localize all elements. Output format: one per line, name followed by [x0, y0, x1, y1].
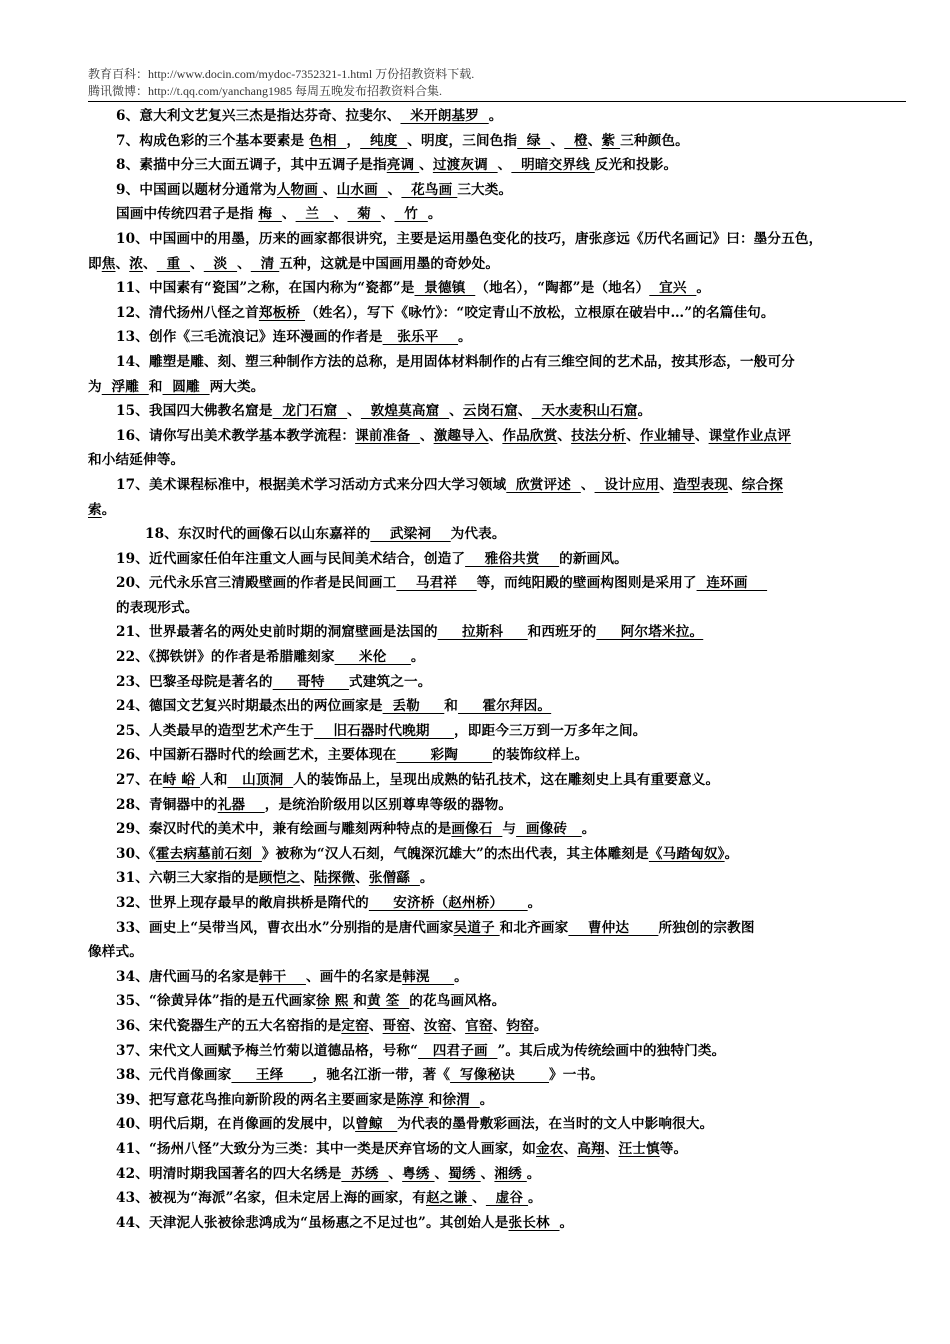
- answer-text: 山顶洞: [227, 772, 294, 789]
- question-line: [88, 743, 908, 768]
- question-text: 。: [581, 821, 596, 838]
- answer-text: 旧石器时代晚期: [313, 722, 455, 739]
- answer-text: 张乐平: [382, 329, 459, 346]
- question-line: [88, 399, 908, 424]
- question-text: 25、人类最早的造型艺术产生于: [116, 722, 314, 739]
- answer-text: 蜀绣: [448, 1165, 481, 1182]
- question-text: 22、《掷铁饼》的作者是希腊雕刻家: [116, 649, 335, 666]
- question-text: 、: [492, 1017, 507, 1034]
- question-text: 18、东汉时代的画像石以山东嘉祥的: [145, 526, 371, 543]
- question-line: [88, 227, 908, 252]
- question-line: [88, 1186, 908, 1211]
- answer-text: 陆探微: [313, 870, 356, 887]
- question-line: [88, 522, 908, 547]
- question-text: 和: [148, 378, 163, 395]
- answer-text: 梅: [258, 206, 282, 223]
- answer-text: 霍去病墓前石刻: [155, 845, 262, 862]
- question-text: 。: [528, 1190, 542, 1207]
- question-text: 35、“徐黄异体”指的是五代画家: [116, 993, 317, 1010]
- question-text: 三种颜色。: [620, 132, 689, 149]
- question-text: 、: [237, 255, 251, 272]
- question-line: [88, 153, 908, 178]
- answer-text: 张长林: [508, 1214, 560, 1231]
- answer-text: 金农: [535, 1140, 564, 1157]
- question-text: 24、德国文艺复兴时期最杰出的两位画家是: [116, 698, 383, 715]
- question-text: 。: [559, 1214, 574, 1231]
- question-text: 》一书。: [549, 1067, 604, 1084]
- answer-text: 技法分析: [571, 427, 627, 444]
- page-header: [88, 66, 906, 100]
- question-text: 、: [333, 206, 348, 223]
- question-text: 。: [526, 1165, 541, 1182]
- question-text: 的花鸟画风格。: [409, 993, 506, 1010]
- question-text: 、: [659, 476, 674, 493]
- answer-text: 汪士慎: [618, 1140, 660, 1157]
- question-text: 、明度，三间色指: [407, 132, 518, 149]
- question-line: [88, 252, 908, 277]
- question-text: 28、青铜器中的: [116, 796, 218, 813]
- answer-text: 曾鲸: [355, 1116, 398, 1133]
- answer-text: 激趣导入: [433, 427, 489, 444]
- question-text: 17、美术课程标准中，根据美术学习活动方式来分四大学习领域: [116, 476, 507, 493]
- question-text: 、: [472, 1190, 486, 1207]
- header-divider: [88, 101, 906, 102]
- answer-text: 曹仲达: [568, 919, 659, 936]
- question-text: 21、世界最著名的两处史前时期的洞窟壁画是法国的: [116, 624, 438, 641]
- answer-text: 韩干: [258, 968, 306, 985]
- question-text: 反光和投影。: [594, 157, 678, 174]
- question-text: 与: [502, 821, 517, 838]
- answer-text: 浓: [129, 255, 143, 272]
- question-text: 。: [488, 108, 503, 124]
- answer-text: 天水麦积山石窟: [531, 403, 638, 420]
- question-text: 10、中国画中的用墨，历来的画家都很讲究，主要是运用墨色变化的技巧，唐张彦远《历代名画记》曰：墨分五色，: [116, 230, 823, 247]
- question-text: 、: [143, 255, 157, 272]
- question-text: 为代表。: [450, 526, 506, 543]
- question-text: 三大类。: [457, 181, 513, 198]
- question-text: 。: [637, 403, 652, 420]
- answer-text: 雅俗共赏: [465, 550, 560, 567]
- answer-text: 云岗石窟: [462, 403, 518, 420]
- answer-text: 峙 峪: [162, 772, 200, 789]
- question-text: 像样式。: [88, 944, 143, 961]
- answer-text: 郑板桥: [258, 304, 306, 321]
- question-text: 、: [626, 427, 640, 444]
- question-text: 37、宋代文人画赋予梅兰竹菊以道德品格，号称“: [116, 1042, 419, 1059]
- question-line: [88, 129, 908, 154]
- question-line: [88, 940, 908, 965]
- answer-text: 钧窑: [506, 1017, 534, 1034]
- answer-text: 安济桥（赵州桥）: [368, 895, 528, 911]
- question-line: [88, 965, 908, 990]
- question-text: 、: [322, 181, 337, 198]
- answer-text: 苏绣: [341, 1165, 389, 1182]
- answer-text: 画像砖: [516, 821, 582, 838]
- question-text: 。: [101, 501, 116, 518]
- question-line: [88, 1063, 908, 1088]
- answer-text: 山水画: [336, 181, 388, 198]
- question-text: 式建筑之一。: [348, 673, 432, 690]
- answer-text: 重: [156, 255, 191, 272]
- question-text: 和西班牙的: [527, 624, 597, 641]
- question-text: 、: [563, 1140, 578, 1157]
- question-text: 五种，这就是中国画用墨的奇妙处。: [279, 255, 500, 272]
- answer-text: 欣赏评述: [506, 476, 581, 493]
- question-text: 和: [428, 1091, 443, 1108]
- answer-text: 过渡灰调: [432, 157, 498, 174]
- answer-text: 吴道子: [453, 919, 500, 936]
- question-text: 。: [527, 895, 542, 911]
- answer-text: 连环画: [696, 575, 768, 592]
- question-text: 的表现形式。: [116, 599, 199, 616]
- question-line: [88, 104, 908, 129]
- question-line: [88, 276, 908, 301]
- question-line: [88, 1112, 908, 1137]
- question-line: [88, 596, 908, 621]
- question-line: [88, 768, 908, 793]
- question-line: [88, 350, 908, 375]
- question-text: 、: [587, 132, 602, 149]
- question-text: 31、六朝三大家指的是: [116, 870, 259, 887]
- answer-text: 菊: [347, 206, 381, 223]
- answer-text: 徐 熙: [316, 993, 354, 1010]
- question-text: 16、请你写出美术教学基本教学流程：: [116, 427, 356, 444]
- question-text: 人的装饰品上，呈现出成熟的钻孔技术，这在雕刻史上具有重要意义。: [293, 772, 720, 789]
- question-text: 、: [451, 1017, 466, 1034]
- question-line: [88, 1211, 908, 1236]
- answer-text: 人物画: [276, 181, 323, 198]
- question-text: 14、雕塑是雕、刻、塑三种制作方法的总称，是用固体材料制作的占有三维空间的艺术品，按其形态，一般可分: [116, 353, 795, 370]
- question-text: 、: [488, 427, 503, 444]
- question-text: 、: [497, 157, 512, 174]
- question-text: 、: [387, 181, 402, 198]
- question-text: 42、明清时期我国著名的四大名绣是: [116, 1165, 342, 1182]
- question-line: [88, 866, 908, 891]
- question-text: 、: [380, 206, 395, 223]
- question-line: [88, 473, 908, 498]
- question-text: 和小结延伸等。: [88, 452, 185, 469]
- question-line: [88, 375, 908, 400]
- question-text: 。: [479, 1091, 494, 1108]
- answer-text: 写像秘诀: [450, 1067, 549, 1084]
- question-text: 36、宋代瓷器生产的五大名窑指的是: [116, 1017, 342, 1034]
- question-text: 19、近代画家任伯年注重文人画与民间美术结合，创造了: [116, 550, 466, 567]
- answer-text: 礼器: [217, 796, 265, 813]
- question-text: 、: [388, 1165, 403, 1182]
- question-text: 、: [480, 1165, 495, 1182]
- question-text: 为代表的墨骨敷彩画法，在当时的文人中影响很大。: [397, 1116, 714, 1133]
- question-text: 43、被视为“海派”名家，但未定居上海的画家，有: [116, 1190, 427, 1207]
- question-text: 23、巴黎圣母院是著名的: [116, 673, 273, 690]
- question-text: 的新画风。: [559, 550, 628, 567]
- question-text: 、: [281, 206, 296, 223]
- question-text: 、: [517, 403, 532, 420]
- question-text: 、: [410, 1017, 424, 1034]
- question-text: 。: [696, 280, 711, 297]
- question-text: 、: [300, 870, 314, 887]
- answer-text: 马君祥: [396, 575, 477, 592]
- question-text: 、: [580, 476, 595, 493]
- question-line: [88, 178, 908, 203]
- answer-text: 拉斯科: [437, 624, 528, 641]
- question-text: 15、我国四大佛教名窟是: [116, 403, 273, 420]
- question-text: 、: [347, 403, 361, 420]
- question-text: 、: [434, 1165, 449, 1182]
- question-text: 。: [419, 870, 434, 887]
- answer-text: 亮调: [386, 157, 420, 174]
- question-text: 6、意大利文艺复兴三杰是指达芬奇、拉斐尔、: [116, 108, 401, 124]
- question-line: [88, 498, 908, 523]
- question-text: ”。其后成为传统绘画中的独特门类。: [497, 1042, 726, 1059]
- question-text: 11、中国素有“瓷国”之称，在国内称为“瓷都”是: [116, 280, 415, 297]
- answer-text: 米开朗基罗: [400, 108, 489, 124]
- question-text: 等。: [659, 1140, 688, 1157]
- answer-text: 哥特: [272, 673, 349, 690]
- answer-text: 徐渭: [442, 1091, 480, 1108]
- answer-text: 龙门石窟: [272, 403, 348, 420]
- answer-text: 竹: [394, 206, 428, 223]
- answer-text: 彩陶: [396, 747, 493, 764]
- answer-text: 张僧繇: [368, 870, 420, 887]
- question-text: 等，而纯阳殿的壁画构图则是采用了: [476, 575, 697, 592]
- question-text: 。: [427, 206, 442, 223]
- question-line: [88, 989, 908, 1014]
- question-text: 人和: [199, 772, 228, 789]
- answer-text: 丢勒: [382, 698, 445, 715]
- answer-text: 宜兴: [649, 280, 697, 297]
- answer-text: 画像石: [451, 821, 503, 838]
- question-text: 和北齐画家: [499, 919, 569, 936]
- question-text: 和: [353, 993, 368, 1010]
- question-text: 34、唐代画马的名家是: [116, 968, 259, 985]
- question-text: 。: [410, 649, 425, 666]
- question-line: [88, 817, 908, 842]
- question-line: [88, 1137, 908, 1162]
- question-text: 27、在: [116, 772, 163, 789]
- question-line: [88, 670, 908, 695]
- answer-text: 哥窑: [382, 1017, 411, 1034]
- question-text: 。: [533, 1017, 548, 1034]
- answer-text: 景德镇: [414, 280, 476, 297]
- answer-text: 浮雕: [101, 378, 149, 395]
- answer-text: 造型表现: [673, 476, 729, 493]
- answer-text: 焦: [101, 255, 116, 272]
- question-line: [88, 891, 908, 916]
- answer-text: 定窑: [341, 1017, 369, 1034]
- question-text: 。: [458, 329, 472, 346]
- question-text: 即: [88, 255, 102, 272]
- question-text: 两大类。: [209, 378, 265, 395]
- question-text: 、: [419, 427, 434, 444]
- question-line: [88, 547, 908, 572]
- question-line: [88, 842, 908, 867]
- question-line: [88, 301, 908, 326]
- answer-text: 高翔: [577, 1140, 605, 1157]
- question-text: 40、明代后期，在肖像画的发展中，以: [116, 1116, 356, 1133]
- answer-text: 综合探: [741, 476, 784, 493]
- answer-text: 赵之谦: [426, 1190, 473, 1207]
- question-text: 、: [419, 157, 433, 174]
- question-text: （姓名），写下《咏竹》：“咬定青山不放松，立根原在破岩中…”的名篇佳句。: [305, 304, 775, 321]
- question-text: 国画中传统四君子是指: [116, 206, 259, 223]
- question-text: 为: [88, 378, 102, 395]
- question-line: [88, 1162, 908, 1187]
- question-text: 8、素描中分三大面五调子，其中五调子是指: [116, 157, 387, 174]
- question-text: 、: [694, 427, 709, 444]
- question-text: 、: [604, 1140, 619, 1157]
- answer-text: 绿: [517, 132, 551, 149]
- answer-text: 明暗交界线: [511, 157, 595, 174]
- question-text: 9、中国画以题材分通常为: [116, 181, 277, 198]
- question-text: 30、《: [116, 845, 156, 862]
- answer-text: 虚谷: [485, 1190, 529, 1207]
- question-line: [88, 645, 908, 670]
- question-line: [88, 1088, 908, 1113]
- answer-text: 霍尔拜因。: [458, 698, 552, 715]
- question-text: 41、“扬州八怪”大致分为三类：其中一类是厌弃官场的文人画家，如: [116, 1140, 536, 1157]
- question-text: 44、天津泥人张被徐悲鸿成为“虽杨惠之不足过也”。其创始人是: [116, 1214, 509, 1231]
- question-text: ，即距今三万到一万多年之间。: [454, 722, 647, 739]
- question-line: [88, 1014, 908, 1039]
- question-line: [88, 719, 908, 744]
- question-text: 38、元代肖像画家: [116, 1067, 232, 1084]
- answer-text: 米伦: [334, 649, 411, 666]
- answer-text: 兰: [295, 206, 334, 223]
- answer-text: 四君子画: [418, 1042, 498, 1059]
- answer-text: 《马踏匈奴》: [648, 845, 725, 862]
- question-text: ，驰名江浙一带，著《: [312, 1067, 451, 1084]
- question-text: 、画牛的名家是: [305, 968, 403, 985]
- answer-text: 设计应用: [594, 476, 660, 493]
- question-text: 、: [355, 870, 369, 887]
- question-text: 32、世界上现存最早的敞肩拱桥是隋代的: [116, 895, 369, 911]
- question-line: [88, 793, 908, 818]
- question-text: ，: [346, 132, 361, 149]
- question-text: 。: [724, 845, 739, 862]
- answer-text: 纯度: [360, 132, 408, 149]
- question-line: [88, 571, 908, 596]
- answer-text: 汝窑: [423, 1017, 452, 1034]
- question-line: [88, 448, 908, 473]
- answer-text: 阿尔塔米拉。: [596, 624, 704, 641]
- question-line: [88, 1039, 908, 1064]
- question-text: 、: [550, 132, 565, 149]
- question-text: 39、把写意花鸟推向新阶段的两名主要画家是: [116, 1091, 397, 1108]
- question-text: 。: [454, 968, 468, 985]
- answer-text: 圆雕: [162, 378, 210, 395]
- question-text: （地名），“陶都”是（地名）: [475, 280, 650, 297]
- question-line: [88, 916, 908, 941]
- answer-text: 作品欣赏: [502, 427, 558, 444]
- answer-text: 顾恺之: [258, 870, 301, 887]
- answer-text: 官窑: [465, 1017, 493, 1034]
- answer-text: 课堂作业点评: [708, 427, 792, 444]
- question-text: 的装饰纹样上。: [492, 747, 589, 764]
- question-text: 26、中国新石器时代的绘画艺术，主要体现在: [116, 747, 397, 764]
- question-list: [88, 104, 908, 1235]
- question-text: 、: [190, 255, 204, 272]
- question-text: 20、元代永乐宫三清殿壁画的作者是民间画工: [116, 575, 397, 592]
- answer-text: 敦煌莫高窟: [360, 403, 450, 420]
- answer-text: 王绎: [231, 1067, 313, 1084]
- question-line: [88, 620, 908, 645]
- answer-text: 清: [250, 255, 280, 272]
- question-text: 、: [449, 403, 463, 420]
- question-text: 所独创的宗教图: [658, 919, 755, 936]
- question-line: [88, 424, 908, 449]
- question-text: 、: [115, 255, 130, 272]
- question-text: 12、清代扬州八怪之首: [116, 304, 259, 321]
- question-line: [88, 325, 908, 350]
- question-text: 、: [728, 476, 742, 493]
- answer-text: 橙: [564, 132, 588, 149]
- answer-text: 花鸟画: [401, 181, 458, 198]
- answer-text: 粤绣: [402, 1165, 435, 1182]
- question-line: [88, 694, 908, 719]
- answer-text: 韩滉: [402, 968, 455, 985]
- question-text: 7、构成色彩的三个基本要素是: [116, 132, 310, 149]
- question-text: 33、画史上“吴带当风，曹衣出水”分别指的是唐代画家: [116, 919, 454, 936]
- header-line-2: 腾讯微博：http://t.qq.com/yanchang1985 每周五晚发布招教资料合集.: [88, 84, 442, 98]
- header-line-1: 教育百科：http://www.docin.com/mydoc-7352321-1.html 万份招教资料下载.: [88, 67, 475, 81]
- answer-text: 武梁祠: [370, 526, 451, 543]
- answer-text: 紫: [601, 132, 621, 149]
- question-text: 、: [557, 427, 572, 444]
- question-text: ，是统治阶级用以区别尊卑等级的器物。: [264, 796, 513, 813]
- answer-text: 课前准备: [355, 427, 420, 444]
- answer-text: 淡: [203, 255, 238, 272]
- question-text: 》被称为“汉人石刻，气魄深沉雄大”的杰出代表，其主体雕刻是: [261, 845, 649, 862]
- answer-text: 陈淳: [396, 1091, 429, 1108]
- question-text: 、: [368, 1017, 383, 1034]
- question-text: 和: [444, 698, 459, 715]
- question-text: 29、秦汉时代的美术中，兼有绘画与雕刻两种特点的是: [116, 821, 452, 838]
- answer-text: 黄 筌: [367, 993, 410, 1010]
- question-text: 13、创作《三毛流浪记》连环漫画的作者是: [116, 329, 383, 346]
- answer-text: 索: [88, 501, 102, 518]
- answer-text: 色相: [309, 132, 347, 149]
- answer-text: 湘绣: [494, 1165, 527, 1182]
- answer-text: 作业辅导: [639, 427, 695, 444]
- question-line: [88, 202, 908, 227]
